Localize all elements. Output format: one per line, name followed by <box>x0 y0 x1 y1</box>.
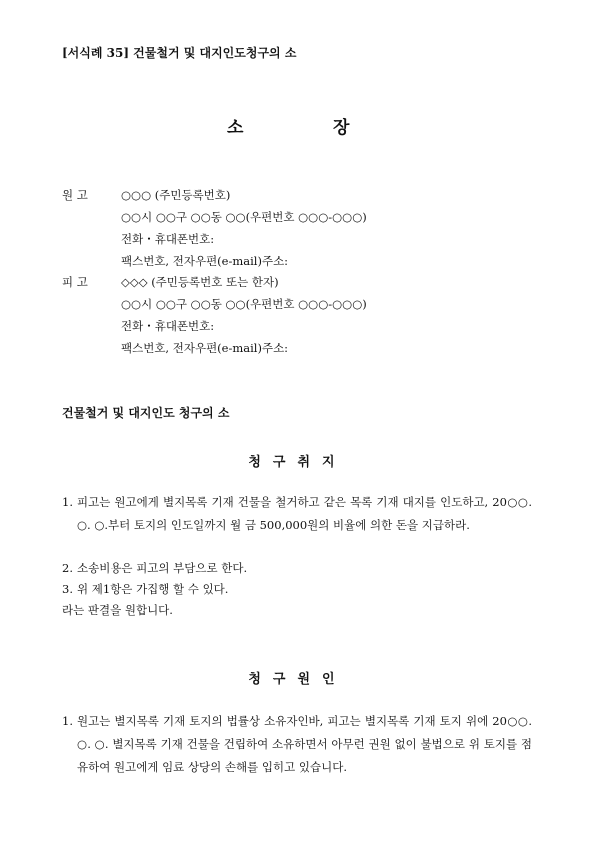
plaintiff-fax-email: 팩스번호, 전자우편(e-mail)주소: <box>121 254 289 268</box>
item-number: 1. <box>62 495 73 509</box>
defendant-phone: 전화・휴대폰번호: <box>121 319 215 333</box>
plaintiff-name: ○○○ (주민등록번호) <box>121 188 231 202</box>
claim-purpose-closing: 라는 판결을 원합니다. <box>62 603 173 617</box>
claim-purpose-item <box>62 557 532 580</box>
plaintiff-phone: 전화・휴대폰번호: <box>121 232 215 246</box>
item-number: 2. <box>62 561 73 575</box>
form-label: [서식례 35] 건물철거 및 대지인도청구의 소 <box>62 46 297 60</box>
case-subject: 건물철거 및 대지인도 청구의 소 <box>62 406 230 420</box>
defendant-address: ○○시 ○○구 ○○동 ○○(우편번호 ○○○-○○○) <box>121 297 367 311</box>
item-number: 1. <box>62 714 73 728</box>
defendant-name: ◇◇◇ (주민등록번호 또는 한자) <box>121 275 279 289</box>
plaintiff-role: 원 고 <box>62 188 88 202</box>
claim-purpose-heading: 청구취지 <box>248 455 347 470</box>
defendant-fax-email: 팩스번호, 전자우편(e-mail)주소: <box>121 341 289 355</box>
item-text: 피고는 원고에게 별지목록 기재 건물을 철거하고 같은 목록 기재 대지를 인도하고, 20○○. ○. ○.부터 토지의 인도일까지 월 금 500,000원의 비율에 의한 돈을 지급하라. <box>77 495 532 532</box>
item-text: 소송비용은 피고의 부담으로 한다. <box>77 561 248 575</box>
title-char-left: 소 <box>227 118 244 138</box>
plaintiff-address: ○○시 ○○구 ○○동 ○○(우편번호 ○○○-○○○) <box>121 210 367 224</box>
claim-purpose-item <box>62 578 532 601</box>
claim-cause-heading: 청구원인 <box>248 672 347 687</box>
item-text: 위 제1항은 가집행 할 수 있다. <box>77 582 229 596</box>
claim-cause-item <box>62 710 532 779</box>
document-title <box>0 113 595 138</box>
item-text: 원고는 별지목록 기재 토지의 법률상 소유자인바, 피고는 별지목록 기재 토지 위에 20○○. ○. ○. 별지목록 기재 건물을 건립하여 소유하면서 아무런 권원 없이 불법으로 위 토지를 점유하여 원고에게 임료 상당의 손해를 입히고 있습니다. <box>77 714 532 774</box>
defendant-role: 피 고 <box>62 275 88 289</box>
item-number: 3. <box>62 582 73 596</box>
claim-purpose-item <box>62 491 532 537</box>
title-char-right: 장 <box>333 118 350 138</box>
